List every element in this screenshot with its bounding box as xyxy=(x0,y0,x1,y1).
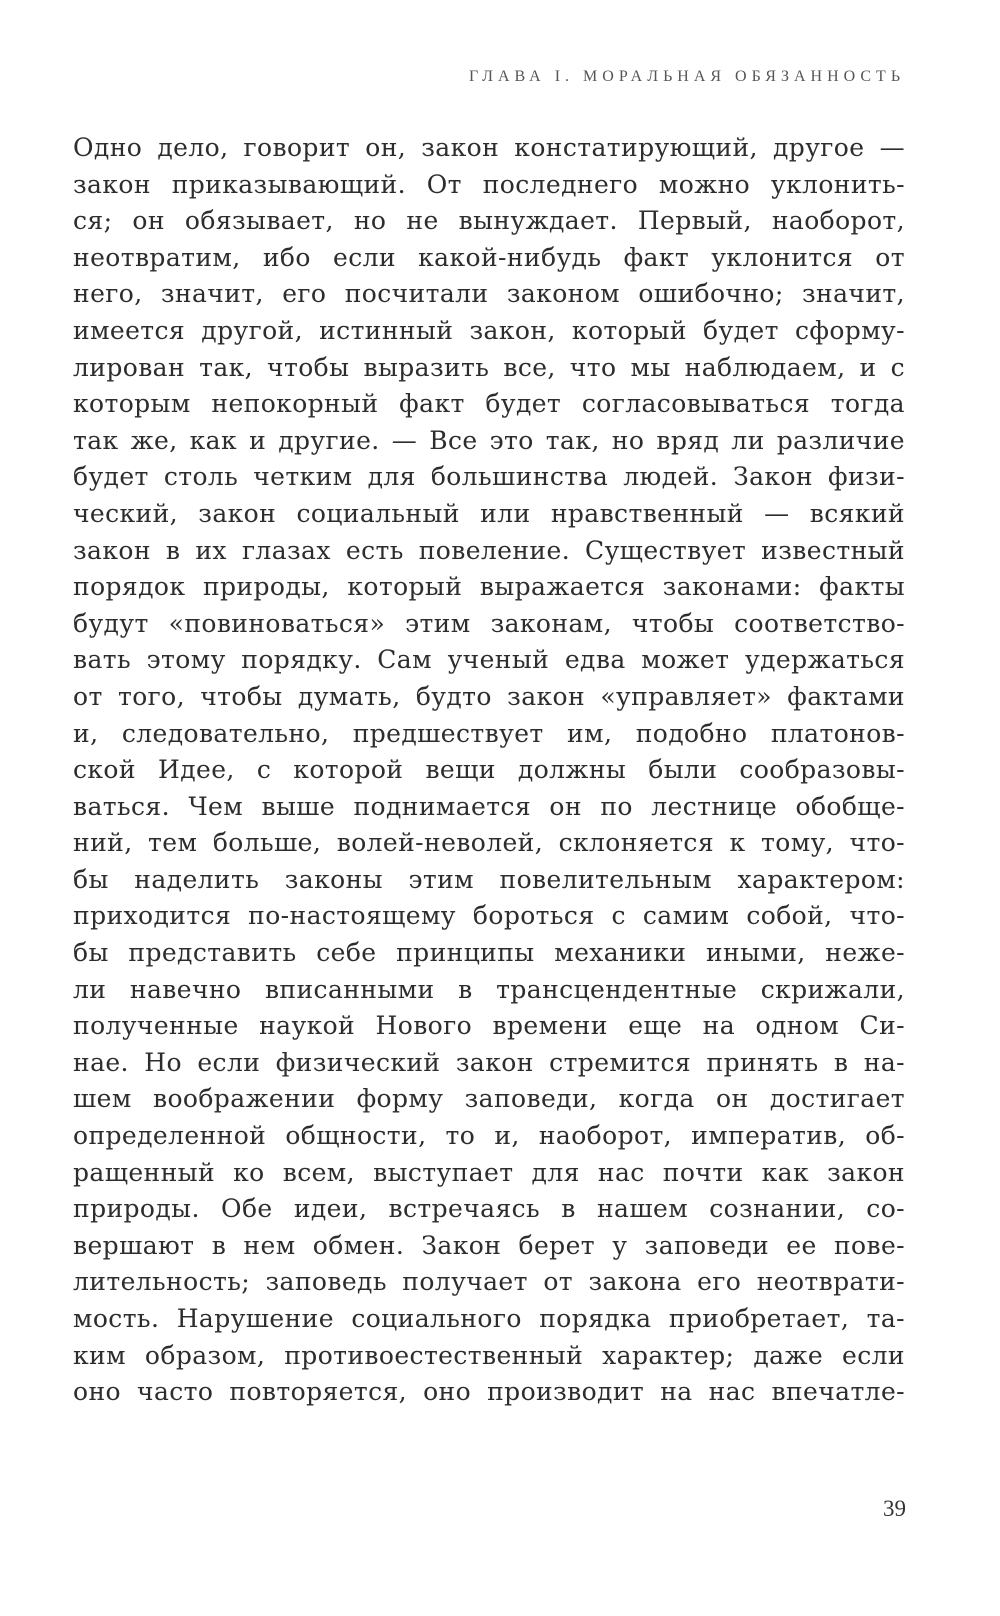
text-line: ращенный ко всем, выступает для нас почти как закон xyxy=(73,1157,905,1187)
text-line: оно часто повторяется, оно производит на нас впечатле- xyxy=(73,1377,905,1407)
body-text xyxy=(73,130,905,1411)
text-line: от того, чтобы думать, будто закон «управляет» фактами xyxy=(73,681,905,711)
text-line: закон приказывающий. От последнего можно уклонить- xyxy=(73,169,905,199)
text-line: ся; он обязывает, но не вынуждает. Первый, наоборот, xyxy=(73,206,905,236)
text-line: так же, как и другие. — Все это так, но вряд ли различие xyxy=(73,425,905,455)
text-line: вать этому порядку. Сам ученый едва может удержаться xyxy=(73,645,905,675)
text-line: ли навечно вписанными в трансцендентные скрижали, xyxy=(73,974,905,1004)
text-line: порядок природы, который выражается законами: факты xyxy=(73,572,905,602)
text-line: Одно дело, говорит он, закон констатирующий, другое — xyxy=(73,133,905,162)
text-line: определенной общности, то и, наоборот, императив, об- xyxy=(73,1121,905,1151)
text-line: имеется другой, истинный закон, который будет сформу- xyxy=(73,315,905,345)
text-line: ской Идее, с которой вещи должны были сообразовы- xyxy=(73,755,905,785)
text-line: неотвратим, ибо если какой-нибудь факт уклонится от xyxy=(73,242,905,272)
text-line: полученные наукой Нового времени еще на одном Си- xyxy=(73,1011,905,1041)
text-line: будут «повиноваться» этим законам, чтобы соответство- xyxy=(73,608,905,638)
text-line: ческий, закон социальный или нравственный — всякий xyxy=(73,498,905,528)
text-line: нае. Но если физический закон стремится принять в на- xyxy=(73,1047,905,1077)
text-line: будет столь четким для большинства людей. Закон физи- xyxy=(73,462,905,492)
text-line: закон в их глазах есть повеление. Существует известный xyxy=(73,535,905,565)
text-line: мость. Нарушение социального порядка приобретает, та- xyxy=(73,1304,905,1333)
running-head: ГЛАВА I. МОРАЛЬНАЯ ОБЯЗАННОСТЬ xyxy=(469,68,905,85)
text-line: шем воображении форму заповеди, когда он достигает xyxy=(73,1084,905,1114)
text-line: приходится по-настоящему бороться с самим собой, что- xyxy=(73,901,905,931)
text-line: него, значит, его посчитали законом ошибочно; значит, xyxy=(73,279,905,309)
text-line: бы представить себе принципы механики иными, неже- xyxy=(73,938,905,968)
text-line: ваться. Чем выше поднимается он по лестнице обобще- xyxy=(73,791,905,821)
text-line: бы наделить законы этим повелительным характером: xyxy=(73,864,905,894)
text-line: лирован так, чтобы выразить все, что мы наблюдаем, и с xyxy=(73,352,905,382)
text-line: и, следовательно, предшествует им, подобно платонов- xyxy=(73,718,905,748)
page-number: 39 xyxy=(883,1496,906,1521)
text-line: лительность; заповедь получает от закона его неотврати- xyxy=(73,1267,905,1297)
text-line: вершают в нем обмен. Закон берет у заповеди ее пове- xyxy=(73,1230,905,1260)
text-line: ний, тем больше, волей-неволей, склоняется к тому, что- xyxy=(73,828,905,858)
text-line: ким образом, противоестественный характер; даже если xyxy=(73,1340,905,1370)
text-line: которым непокорный факт будет согласовываться тогда xyxy=(73,389,905,419)
text-line: природы. Обе идеи, встречаясь в нашем сознании, со- xyxy=(73,1194,905,1224)
